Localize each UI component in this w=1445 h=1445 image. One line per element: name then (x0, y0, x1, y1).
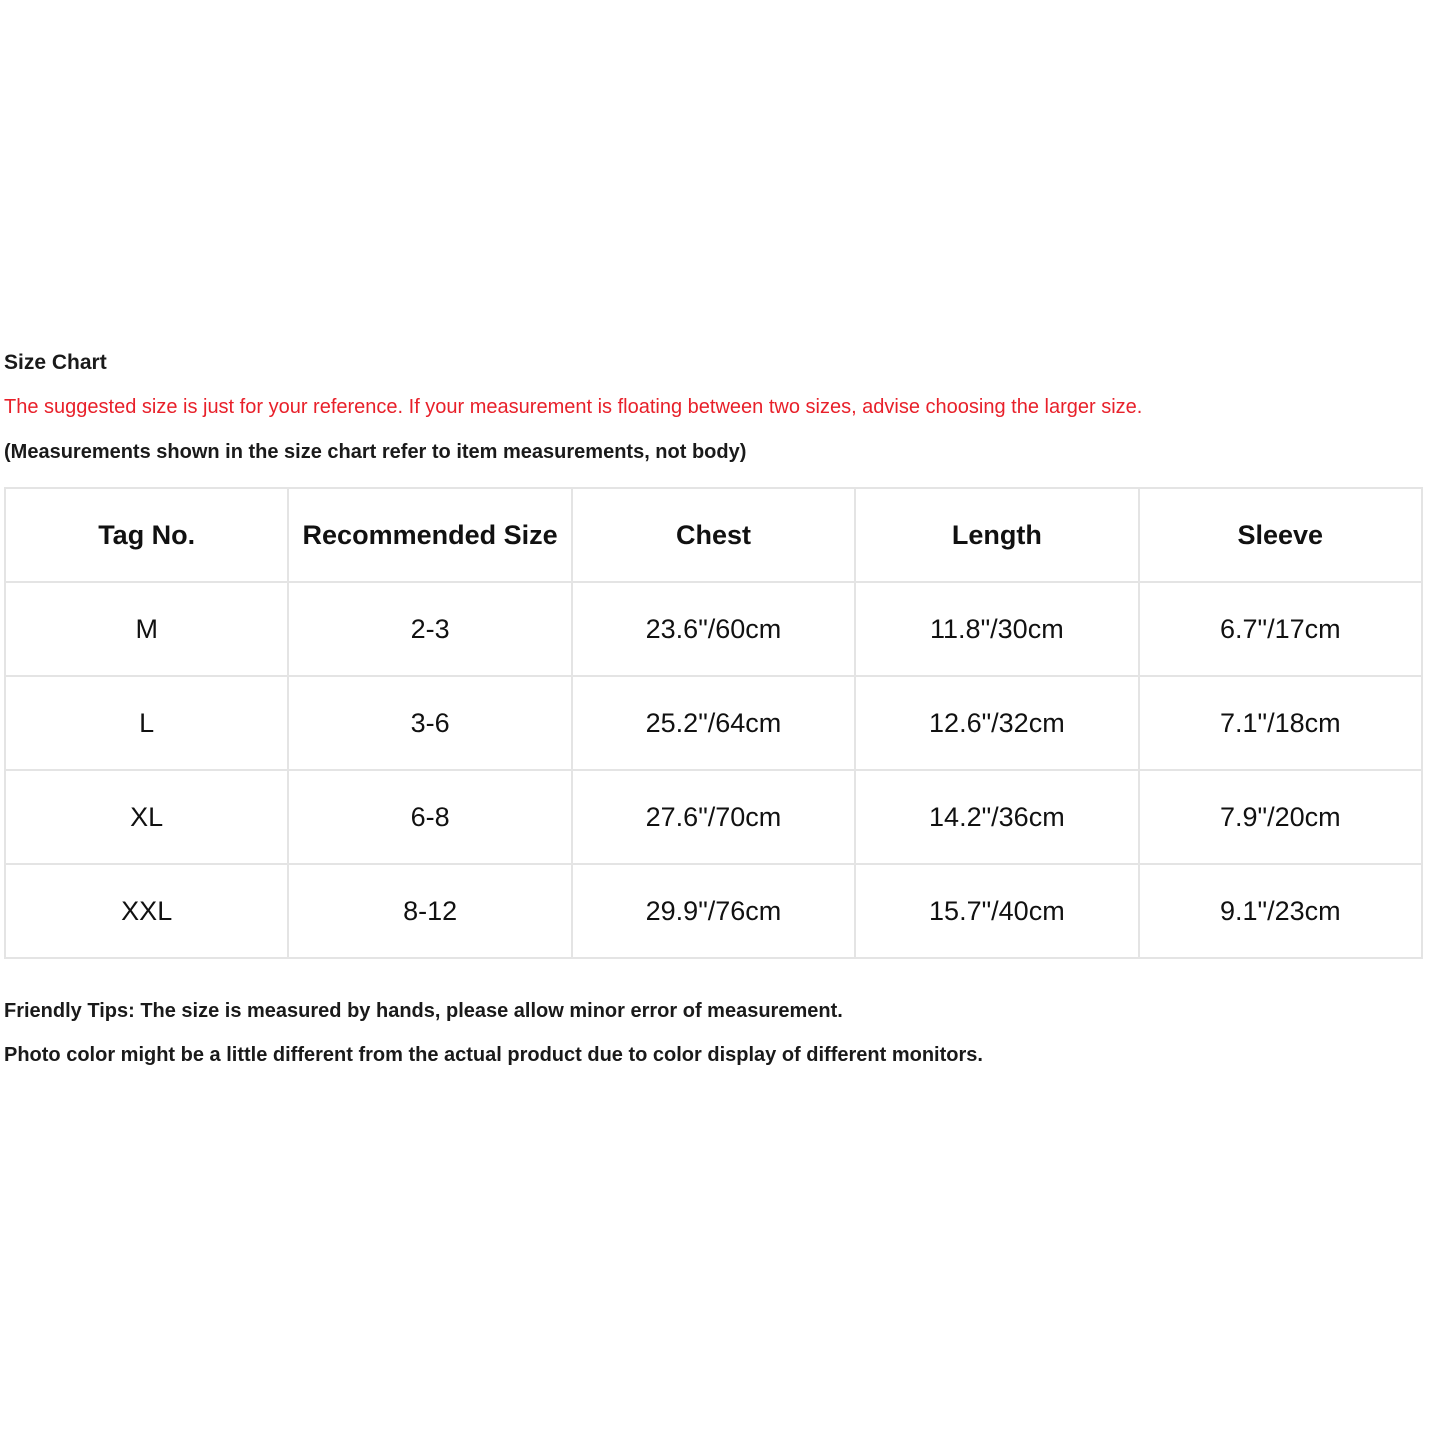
column-header-chest: Chest (572, 488, 855, 582)
cell-sleeve: 7.9"/20cm (1139, 770, 1422, 864)
column-header-length: Length (855, 488, 1138, 582)
size-chart-table (4, 487, 1423, 959)
cell-length: 12.6"/32cm (855, 676, 1138, 770)
column-header-sleeve: Sleeve (1139, 488, 1422, 582)
cell-chest: 27.6"/70cm (572, 770, 855, 864)
size-advice-note: The suggested size is just for your reference. If your measurement is floating between two sizes, advise choosing the larger size. (4, 396, 1143, 418)
measurement-note: (Measurements shown in the size chart refer to item measurements, not body) (4, 441, 747, 463)
cell-chest: 25.2"/64cm (572, 676, 855, 770)
cell-sleeve: 6.7"/17cm (1139, 582, 1422, 676)
table-row (5, 676, 1422, 770)
cell-tag-no: L (5, 676, 288, 770)
cell-length: 14.2"/36cm (855, 770, 1138, 864)
color-disclaimer: Photo color might be a little different from the actual product due to color display of different monitors. (4, 1044, 983, 1066)
column-header-tag-no: Tag No. (5, 488, 288, 582)
cell-recommended-size: 2-3 (288, 582, 571, 676)
friendly-tip: Friendly Tips: The size is measured by hands, please allow minor error of measurement. (4, 1000, 843, 1022)
page-title: Size Chart (4, 351, 107, 374)
cell-tag-no: XXL (5, 864, 288, 958)
cell-recommended-size: 6-8 (288, 770, 571, 864)
cell-sleeve: 7.1"/18cm (1139, 676, 1422, 770)
table-header-row (5, 488, 1422, 582)
cell-chest: 29.9"/76cm (572, 864, 855, 958)
table-row (5, 864, 1422, 958)
table-row (5, 582, 1422, 676)
cell-recommended-size: 8-12 (288, 864, 571, 958)
table-row (5, 770, 1422, 864)
cell-sleeve: 9.1"/23cm (1139, 864, 1422, 958)
cell-tag-no: M (5, 582, 288, 676)
cell-chest: 23.6"/60cm (572, 582, 855, 676)
cell-recommended-size: 3-6 (288, 676, 571, 770)
cell-tag-no: XL (5, 770, 288, 864)
cell-length: 15.7"/40cm (855, 864, 1138, 958)
cell-length: 11.8"/30cm (855, 582, 1138, 676)
column-header-recommended-size: Recommended Size (288, 488, 571, 582)
